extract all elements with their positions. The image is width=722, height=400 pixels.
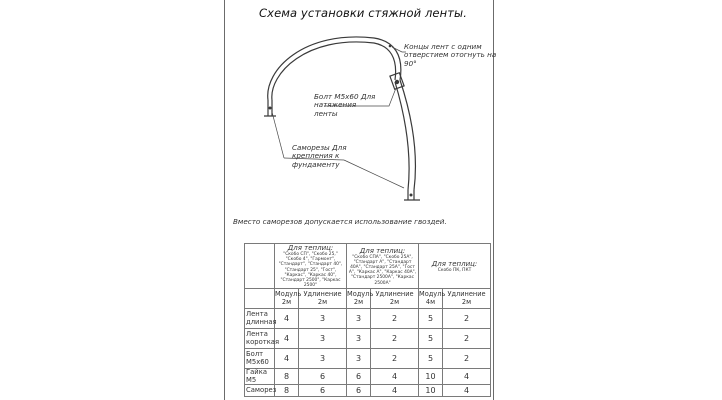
table-cell: 4: [371, 385, 419, 397]
table-cell: 10: [419, 369, 443, 385]
table-cell: 4: [275, 349, 299, 369]
group-header-1: [275, 244, 347, 289]
module-value: 4м: [425, 297, 436, 306]
table-cell: 2: [371, 329, 419, 349]
row-label: Лента длинная: [245, 309, 275, 329]
module-header: [347, 289, 374, 309]
module-label: Модуль: [275, 290, 302, 299]
table-row: [245, 329, 491, 349]
row-label: Саморез: [245, 385, 275, 397]
extension-value: 2м: [317, 297, 328, 306]
table-cell: 8: [275, 369, 299, 385]
table-cell: 3: [347, 349, 371, 369]
row-label: Болт М5х60: [245, 349, 275, 369]
callout-strap-ends: Концы лент с одним отверстием отогнуть на 90°: [404, 42, 497, 68]
group-header-row: [245, 244, 491, 289]
table-cell: 5: [419, 349, 443, 369]
table-cell: 2: [443, 349, 491, 369]
extension-header: [299, 289, 347, 309]
extension-label: Удлинение: [375, 290, 414, 299]
parts-table: [244, 243, 491, 397]
group-title: Для теплиц:: [359, 246, 406, 255]
table-cell: 4: [443, 369, 491, 385]
left-screw-marker: [269, 107, 272, 110]
bolt-marker: [395, 80, 399, 84]
table-cell: 2: [443, 329, 491, 349]
table-cell: 5: [419, 329, 443, 349]
table-row: [245, 369, 491, 385]
table-cell: 3: [299, 309, 347, 329]
group-header-2: [347, 244, 419, 289]
extension-label: Удлинение: [447, 290, 486, 299]
group-models: "Скобо СП", "Скобо 25," "Скобо 4", "Гармонт", "Стандарт", "Стандарт 40", "Стандарт 25", "Гост", "Каркас", "Каркас 40", "Стандарт 2500", "Каркас 2500": [278, 252, 343, 289]
group-models: "Скобо СПА", "Скобо 25А", "Стандарт А", "Стандарт 40А", "Стандарт 25А", "Гост А", "Каркас А", "Каркас 40А", "Стандарт 2500А", "Каркас 2500А": [348, 254, 417, 286]
row-label: Лента короткая: [245, 329, 275, 349]
top-hole-marker: [389, 45, 392, 48]
corner-cell: [245, 244, 275, 289]
corner-cell: [245, 289, 275, 309]
table-cell: 4: [443, 385, 491, 397]
callout-screws: Саморезы Для крепления к фундаменту: [292, 143, 347, 169]
strap-right-outer: [400, 80, 415, 190]
table-cell: 5: [419, 309, 443, 329]
extension-header: [371, 289, 419, 309]
module-label: Модуль: [419, 290, 446, 299]
group-header-3: [419, 244, 491, 289]
table-cell: 6: [299, 385, 347, 397]
table-row: [245, 349, 491, 369]
table-cell: 3: [347, 309, 371, 329]
table-cell: 3: [299, 329, 347, 349]
extension-value: 2м: [461, 297, 472, 306]
module-value: 2м: [281, 297, 292, 306]
table-cell: 6: [299, 369, 347, 385]
table-cell: 2: [443, 309, 491, 329]
table-cell: 3: [299, 349, 347, 369]
table-row: [245, 309, 491, 329]
table-cell: 6: [347, 369, 371, 385]
callout-bolt: Болт М5х60 Для натяжения ленты: [314, 92, 376, 118]
module-header: [275, 289, 302, 309]
strap-left-outer: [268, 37, 401, 100]
module-header: [419, 289, 446, 309]
note-nails-allowed: Вместо саморезов допускается использование гвоздей.: [233, 217, 447, 226]
page-title: Схема установки стяжной ленты.: [259, 6, 467, 20]
group-title: Для теплиц:: [431, 259, 478, 268]
table-cell: 10: [419, 385, 443, 397]
row-label: Гайка М5: [245, 369, 275, 385]
table-cell: 3: [347, 329, 371, 349]
extension-value: 2м: [389, 297, 400, 306]
table-cell: 2: [371, 349, 419, 369]
module-value: 2м: [353, 297, 364, 306]
group-models: Скобо ПК, ПКТ: [437, 267, 472, 273]
group-title: Для теплиц:: [287, 244, 334, 252]
leader-screws-left: [272, 112, 284, 158]
extension-header: [443, 289, 491, 309]
table-row: [245, 385, 491, 397]
table-cell: 4: [371, 369, 419, 385]
strap-right-inner: [395, 82, 409, 190]
table-cell: 4: [275, 309, 299, 329]
module-label: Модуль: [347, 290, 374, 299]
table-cell: 2: [371, 309, 419, 329]
right-screw-marker: [410, 194, 413, 197]
table-cell: 4: [275, 329, 299, 349]
extension-label: Удлинение: [303, 290, 342, 299]
subheader-row: [245, 289, 491, 309]
table-cell: 8: [275, 385, 299, 397]
table-cell: 6: [347, 385, 371, 397]
